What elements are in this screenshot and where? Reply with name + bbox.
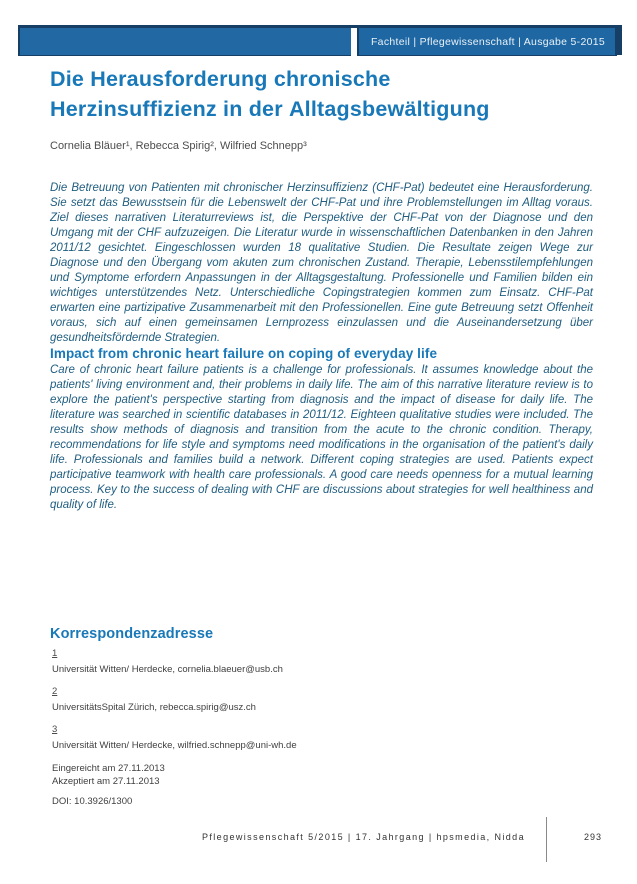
affiliation-text-2: UniversitätsSpital Zürich, rebecca.spirig@usz.ch	[52, 702, 256, 713]
abstract-german: Die Betreuung von Patienten mit chronischer Herzinsuffizienz (CHF-Pat) bedeutet eine Herausforderung. Sie setzt das Bewusstsein für die Lebenswelt der CHF-Pat und ihre Problemstellungen im Alltag voraus. Ziel dieses narrativen Literaturreviews ist, die Perspektive der CHF-Pat von der Diagnose und den Umgang mit der CHF aufzuzeigen. Die Literatur wurde in wissenschaftlichen Datenbanken in den Jahren 2011/12 gesichtet. Eingeschlossen wurden 18 qualitative Studien. Die Resultate zeigen Wege zur Diagnose und den Übergang vom akuten zum chronischen Zustand. Therapie, Lebensstilempfehlungen und Symptome erfordern Anpassungen in der Alltagsgestaltung. Professionelle und Familien bilden ein wichtiges unterstützendes Netz. Unterschiedliche Copingstrategien kommen zum Einsatz. CHF-Pat erwarten eine partizipative Zusammenarbeit mit den Professionellen. Eine gute Betreuung setzt Offenheit voraus, sich auf einen gemeinsamen Lernprozess einzulassen und die Auseinandersetzung über gesundheitsfördernde Strategien.	[50, 182, 593, 344]
article-title	[50, 64, 610, 124]
affiliation-marker-2[interactable]: 2	[52, 686, 58, 697]
affiliation-text-3: Universität Witten/ Herdecke, wilfried.schnepp@uni-wh.de	[52, 740, 297, 751]
article-title-line1: Die Herausforderung chronische	[50, 67, 391, 91]
abstract-english: Care of chronic heart failure patients is a challenge for professionals. It assumes knowledge about the patients' living environment and, their problems in daily life. The aim of this narrative literature review is to explore the patient's perspective starting from diagnosis and the impact of disease for daily life. The literature was searched in scientific databases in 2011/12. Eighteen qualitative studies were included. The results show methods of diagnosis and transition from the acute to the chronic condition. Therapy, recommendations for life style and symptoms need modifications in the organisation of the patient's daily life. Professionals and families build a network. Different coping strategies are used. Patients expect participative teamwork with health care professionals. A good care needs openness for a mutual learning process. Key to the success of dealing with CHF are discussions about strategies for well healthiness and quality of life.	[50, 364, 593, 511]
banner-label-text: Fachteil | Pflegewissenschaft | Ausgabe 5-2015	[370, 35, 606, 48]
doi-line: DOI: 10.3926/1300	[52, 796, 133, 807]
english-abstract-heading: Impact from chronic heart failure on coping of everyday life	[50, 346, 438, 361]
correspondence-heading: Korrespondenzadresse	[50, 626, 214, 642]
affiliation-marker-3[interactable]: 3	[52, 724, 58, 735]
submitted-date: Eingereicht am 27.11.2013	[52, 763, 165, 774]
article-title-line2-bold: Alltagsbewältigung	[288, 97, 490, 121]
footer-journal-line: Pflegewissenschaft 5/2015 | 17. Jahrgang | hpsmedia, Nidda	[201, 832, 525, 842]
article-title-line2: Herzinsuffizienz in der	[50, 97, 289, 121]
footer-page-number: 293	[583, 832, 603, 842]
banner-right-cap	[615, 28, 622, 55]
footer-separator	[546, 817, 547, 862]
authors-line: Cornelia Bläuer¹, Rebecca Spirig², Wilfried Schnepp³	[50, 140, 307, 152]
accepted-date: Akzeptiert am 27.11.2013	[52, 775, 160, 787]
submission-dates	[52, 763, 352, 788]
affiliation-marker-1[interactable]: 1	[52, 648, 58, 659]
banner-left-bar	[18, 28, 351, 56]
banner-section-label	[357, 28, 617, 56]
affiliation-text-1: Universität Witten/ Herdecke, cornelia.blaeuer@usb.ch	[52, 664, 283, 675]
